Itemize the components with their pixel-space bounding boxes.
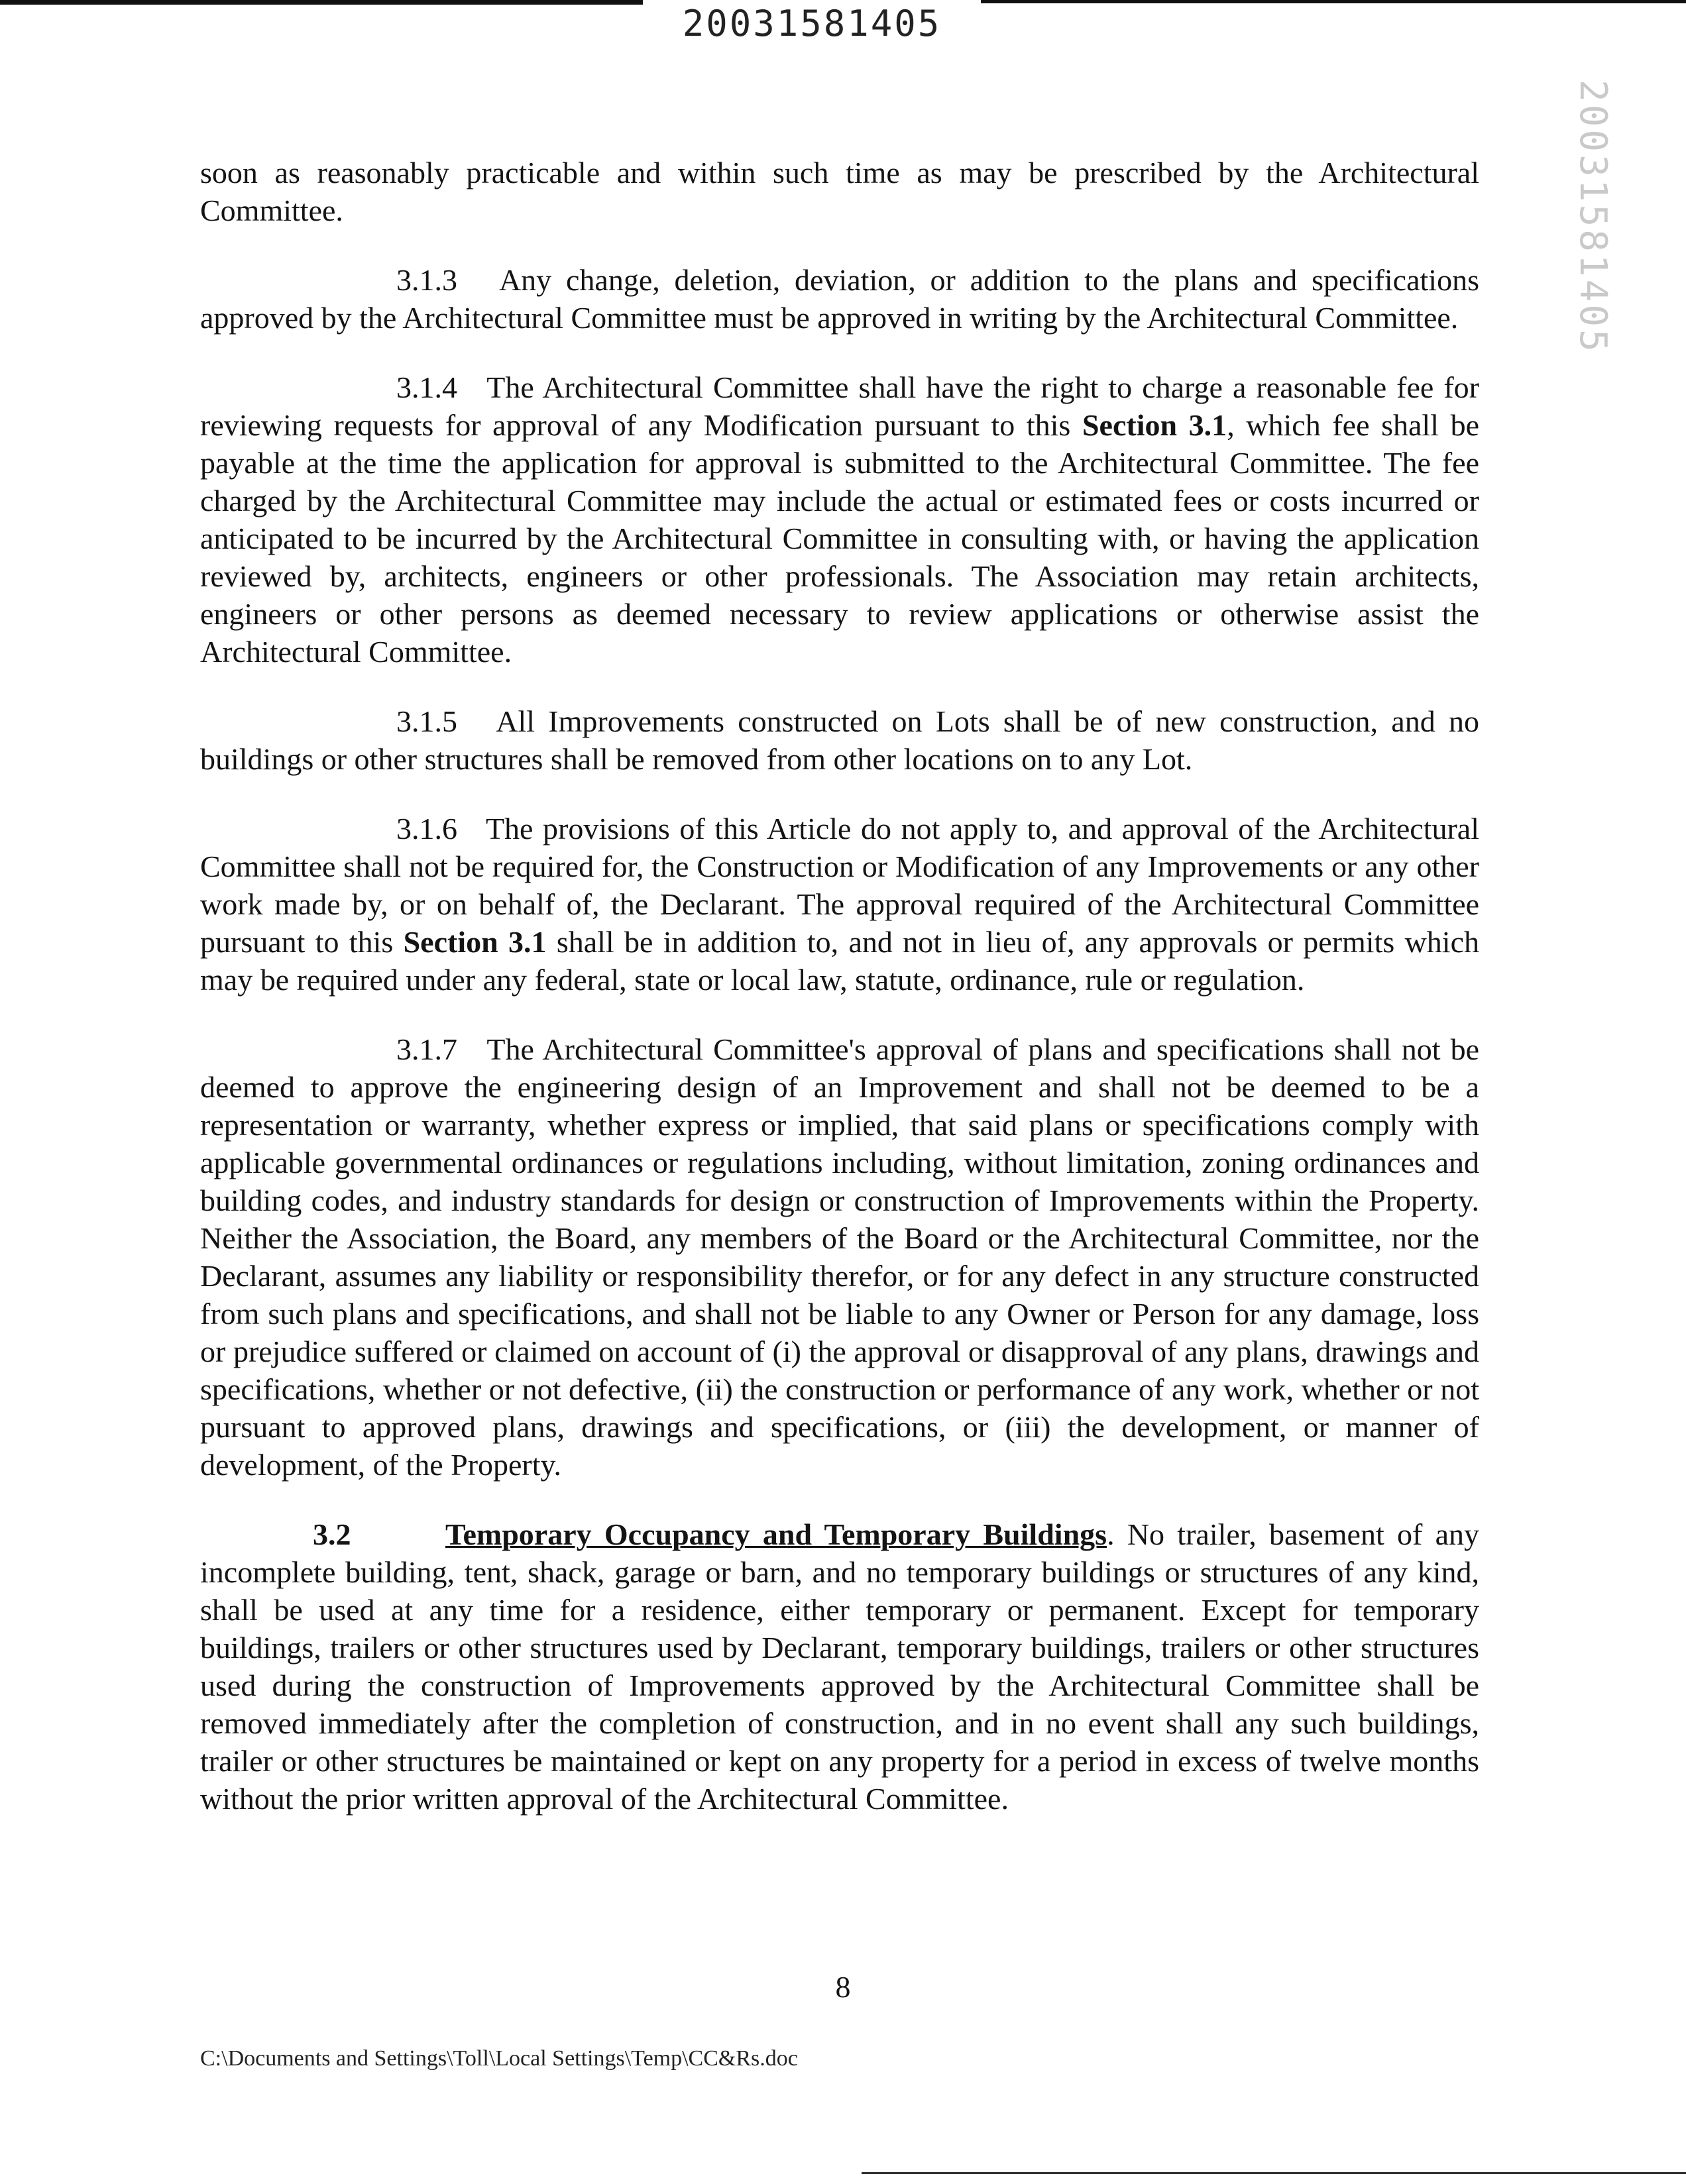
paragraph-text: All Improvements constructed on Lots shall be of new construction, and no buildings or other structures shall be removed from other locations on to any Lot. xyxy=(200,704,1479,776)
paragraph-text: , which fee shall be payable at the time the application for approval is submitted to the Architectural Committee. The fee charged by the Architectural Committee may include the actual or estimated fees or costs incurred or anticipated to be incurred by the Architectural Committee in consulting with, or having the application reviewed by, architects, engineers or other professionals. The Association may retain architects, engineers or other persons as deemed necessary to review applications or otherwise assist the Architectural Committee. xyxy=(200,408,1480,669)
file-path-footer: C:\Documents and Settings\Toll\Local Settings\Temp\CC&Rs.doc xyxy=(200,2046,798,2071)
bottom-rule xyxy=(862,2172,1686,2174)
section-number: 3.1.4 xyxy=(396,370,457,404)
section-number: 3.1.5 xyxy=(396,704,457,738)
section-heading-title: Temporary Occupancy and Temporary Buildings xyxy=(445,1517,1107,1551)
paragraph-3-1-7 xyxy=(200,1030,1479,1484)
page-number: 8 xyxy=(835,1970,851,2004)
paragraph-text: . No trailer, basement of any incomplete building, tent, shack, garage or barn, and no temporary buildings or structures of any kind, shall be used at any time for a residence, either temporary or permanent. Except for temporary buildings, trailers or other structures used by Declarant, temporary buildings, trailers or other structures used during the construction of Improvements approved by the Architectural Committee shall be removed immediately after the completion of construction, and in no event shall any such buildings, trailer or other structures be maintained or kept on any property for a period in excess of twelve months without the prior written approval of the Architectural Committee. xyxy=(200,1517,1480,1816)
section-heading-number: 3.2 xyxy=(313,1517,351,1551)
paragraph-3-1-4 xyxy=(200,368,1479,671)
paragraph-text: shall be in addition to, and not in lieu of, any approvals or permits which may be required under any federal, state or local law, statute, ordinance, rule or regulation. xyxy=(200,925,1479,997)
paragraph-text: Any change, deletion, deviation, or addition to the plans and specifications approved by the Architectural Committee must be approved in writing by the Architectural Committee. xyxy=(200,263,1479,335)
paragraph-continuation xyxy=(200,154,1479,229)
document-body xyxy=(200,154,1479,1849)
section-number: 3.1.7 xyxy=(396,1032,457,1066)
recording-stamp-text: 20031581405 xyxy=(1571,80,1614,355)
paragraph-3-1-5 xyxy=(200,702,1479,778)
document-number: 20031581405 xyxy=(682,3,942,44)
recording-stamp xyxy=(1569,80,1629,355)
section-3-2 xyxy=(200,1515,1479,1818)
section-reference: Section 3.1 xyxy=(1082,408,1227,442)
paragraph-3-1-3 xyxy=(200,261,1479,337)
paragraph-3-1-6 xyxy=(200,810,1479,999)
top-rule-left xyxy=(0,0,643,5)
paragraph-text: The provisions of this Article do not apply to, and approval of the Architectural Committee shall not be required for, the Construction or Modification of any Improvements or any other work made by, or on behalf of, the Declarant. The approval required of the Architectural Committee pursuant to this xyxy=(200,812,1480,959)
section-reference: Section 3.1 xyxy=(403,925,547,959)
section-number: 3.1.3 xyxy=(396,263,457,297)
paragraph-text: The Architectural Committee's approval of plans and specifications shall not be deemed to approve the engineering design of an Improvement and shall not be deemed to be a representation or warranty, whether express or implied, that said plans or specifications comply with applicable governmental ordinances or regulations including, without limitation, zoning ordinances and building codes, and industry standards for design or construction of Improvements within the Property. Neither the Association, the Board, any members of the Board or the Architectural Committee, nor the Declarant, assumes any liability or responsibility therefor, or for any defect in any structure constructed from such plans and specifications, and shall not be liable to any Owner or Person for any damage, loss or prejudice suffered or claimed on account of (i) the approval or disapproval of any plans, drawings and specifications, whether or not defective, (ii) the construction or performance of any work, whether or not pursuant to approved plans, drawings and specifications, or (iii) the development, or manner of development, of the Property. xyxy=(200,1032,1480,1482)
paragraph-text: The Architectural Committee shall have the right to charge a reasonable fee for reviewing requests for approval of any Modification pursuant to this xyxy=(200,370,1479,442)
paragraph-text: soon as reasonably practicable and within such time as may be prescribed by the Architectural Committee. xyxy=(200,156,1479,227)
top-rule-right xyxy=(981,0,1686,3)
section-number: 3.1.6 xyxy=(396,812,457,846)
